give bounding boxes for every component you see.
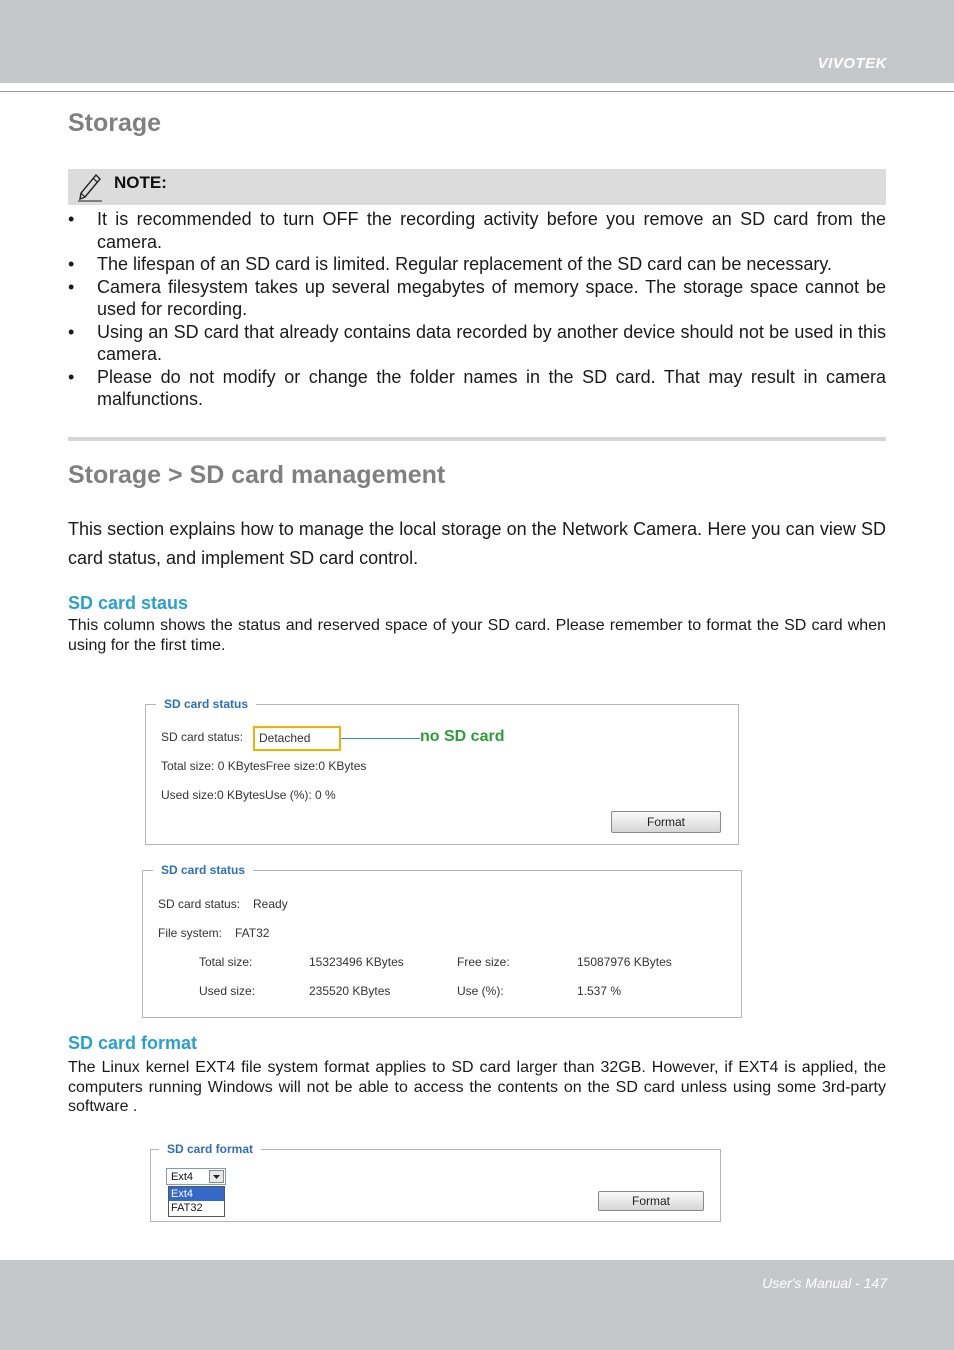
page-header-bar <box>0 0 954 83</box>
total-size-label: Total size: <box>199 955 253 969</box>
filesystem-select[interactable] <box>166 1168 226 1185</box>
free-size-value: 15087976 KBytes <box>577 955 672 969</box>
dropdown-option[interactable]: FAT32 <box>171 1202 203 1214</box>
total-size-value: 15323496 KBytes <box>309 955 404 969</box>
subheading-sd-status: SD card staus <box>68 593 189 613</box>
note-item: • Please do not modify or change the folder names in the SD card. That may result in camera malfunctions. <box>68 366 886 411</box>
sd-format-description: The Linux kernel EXT4 file system format applies to SD card larger than 32GB. However, if EXT4 is applied, the computers running Windows will not be able to access the contents on the SD card unless using some 3rd-party software . <box>68 1059 886 1115</box>
use-percent-value: 1.537 % <box>577 984 622 998</box>
section-intro: This section explains how to manage the local storage on the Network Camera. Here you can view SD card status, and implement SD card control. <box>68 519 886 568</box>
status-value: Ready <box>253 897 288 911</box>
used-size-value: 235520 KBytes <box>309 984 391 998</box>
note-item: • It is recommended to turn OFF the recording activity before you remove an SD card from the camera. <box>68 208 886 253</box>
format-button[interactable]: Format <box>598 1191 704 1211</box>
callout-line <box>341 738 420 739</box>
note-label: NOTE: <box>114 173 167 192</box>
note-item: • The lifespan of an SD card is limited. Regular replacement of the SD card can be necessary. <box>68 253 886 276</box>
section-title-sd-management: Storage > SD card management <box>68 461 446 489</box>
dropdown-option[interactable]: Ext4 <box>169 1187 224 1201</box>
pencil-icon <box>74 172 104 207</box>
brand-logo: VIVOTEK <box>817 55 887 72</box>
used-size-label: Used size: <box>199 984 256 998</box>
chevron-down-icon[interactable] <box>209 1170 224 1183</box>
panel-legend: SD card format <box>159 1142 261 1156</box>
page-number: User's Manual - 147 <box>762 1275 887 1291</box>
file-system-label: File system: <box>158 926 223 940</box>
note-banner <box>68 169 886 205</box>
free-size-label: Free size: <box>457 955 510 969</box>
panel-legend: SD card status <box>153 863 253 877</box>
panel-legend: SD card status <box>156 697 256 711</box>
section-title-storage: Storage <box>68 109 162 137</box>
file-system-value: FAT32 <box>235 926 270 940</box>
format-button[interactable]: Format <box>611 811 721 833</box>
used-size-line: Used size:0 KBytesUse (%): 0 % <box>161 788 336 802</box>
sd-format-panel <box>150 1149 721 1222</box>
page-footer-bar <box>0 1260 954 1350</box>
status-value-highlight: Detached <box>253 726 341 751</box>
section-divider <box>68 437 886 441</box>
select-value: Ext4 <box>171 1171 194 1183</box>
note-item: • Camera filesystem takes up several megabytes of memory space. The storage space cannot be used for recording. <box>68 276 886 321</box>
status-label: SD card status: <box>158 897 241 911</box>
subheading-sd-format: SD card format <box>68 1033 198 1053</box>
callout-no-sd-card: no SD card <box>420 728 505 745</box>
sd-status-description: This column shows the status and reserved space of your SD card. Please remember to format the SD card when using for the first time. <box>68 617 886 654</box>
status-label: SD card status: <box>161 730 244 744</box>
header-divider <box>0 91 954 92</box>
note-item: • Using an SD card that already contains data recorded by another device should not be used in this camera. <box>68 321 886 366</box>
total-free-size-line: Total size: 0 KBytesFree size:0 KBytes <box>161 759 367 773</box>
filesystem-dropdown-list <box>168 1186 225 1217</box>
use-percent-label: Use (%): <box>457 984 504 998</box>
note-list <box>68 208 886 411</box>
